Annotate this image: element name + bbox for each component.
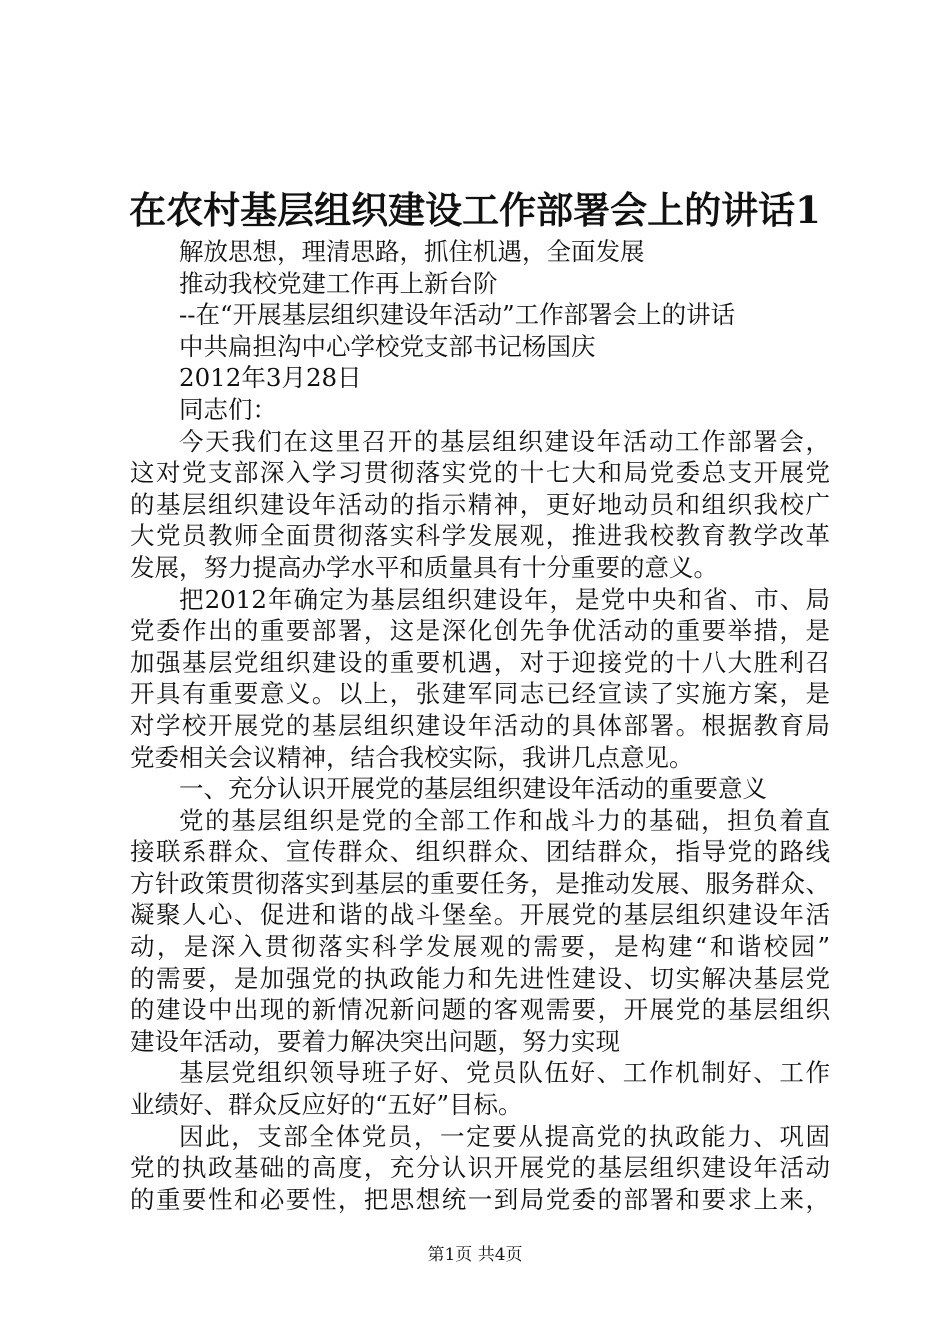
text-line: 解放思想，理清思路，抓住机遇，全面发展 — [179, 237, 645, 266]
text-line: 开具有重要意义。以上，张建军同志已经宣读了实施方案，是 — [130, 679, 830, 709]
text-line: 的建设中出现的新情况新问题的客观需要，开展党的基层组织 — [130, 995, 830, 1025]
text-line: 因此，支部全体党员，一定要从提高党的执政能力、巩固 — [179, 1121, 830, 1151]
text-line: 方针政策贯彻落实到基层的重要任务，是推动发展、服务群众、 — [130, 868, 830, 898]
text-line: 党的基层组织是党的全部工作和战斗力的基础，担负着直 — [179, 805, 830, 835]
text-line: 推动我校党建工作再上新台阶 — [179, 268, 498, 298]
text-line: 大党员教师全面贯彻落实科学发展观，推进我校教育教学改革 — [130, 521, 830, 551]
text-line: 基层党组织领导班子好、党员队伍好、工作机制好、工作 — [179, 1058, 830, 1088]
text-line: 的需要，是加强党的执政能力和先进性建设、切实解决基层党 — [130, 963, 830, 993]
text-line: 一、充分认识开展党的基层组织建设年活动的重要意义 — [179, 774, 767, 804]
document-title: 在农村基层组织建设工作部署会上的讲话1 — [129, 188, 821, 232]
text-line: 对学校开展党的基层组织建设年活动的具体部署。根据教育局 — [130, 710, 830, 740]
text-line: 同志们： — [179, 394, 277, 424]
text-line: 今天我们在这里召开的基层组织建设年活动工作部署会， — [179, 426, 830, 456]
text-line: 中共扁担沟中心学校党支部书记杨国庆 — [179, 331, 596, 361]
document-body — [130, 236, 830, 1215]
text-line: 党委相关会议精神，结合我校实际，我讲几点意见。 — [130, 742, 694, 772]
text-line: --在“开展基层组织建设年活动”工作部署会上的讲话 — [179, 300, 736, 330]
text-line: 凝聚人心、促进和谐的战斗堡垒。开展党的基层组织建设年活 — [130, 900, 830, 930]
text-line: 这对党支部深入学习贯彻落实党的十七大和局党委总支开展党 — [130, 458, 830, 488]
text-line: 的重要性和必要性，把思想统一到局党委的部署和要求上来， — [130, 1184, 830, 1214]
text-line: 党委作出的重要部署，这是深化创先争优活动的重要举措，是 — [130, 616, 830, 646]
page-footer: 第1页 共4页 — [427, 1245, 523, 1265]
text-line: 发展，努力提高办学水平和质量具有十分重要的意义。 — [130, 552, 718, 582]
text-line: 2012年3月28日 — [179, 363, 362, 393]
text-line: 建设年活动，要着力解决突出问题，努力实现 — [130, 1026, 620, 1056]
text-line: 接联系群众、宣传群众、组织群众、团结群众，指导党的路线 — [130, 837, 830, 867]
text-line: 党的执政基础的高度，充分认识开展党的基层组织建设年活动 — [130, 1153, 830, 1183]
text-line: 的基层组织建设年活动的指示精神，更好地动员和组织我校广 — [130, 489, 830, 519]
text-line: 动，是深入贯彻落实科学发展观的需要，是构建“和谐校园” — [130, 932, 830, 962]
text-line: 把2012年确定为基层组织建设年，是党中央和省、市、局 — [179, 584, 830, 614]
text-line: 加强基层党组织建设的重要机遇，对于迎接党的十八大胜利召 — [130, 647, 830, 677]
text-line: 业绩好、群众反应好的“五好”目标。 — [130, 1090, 523, 1120]
